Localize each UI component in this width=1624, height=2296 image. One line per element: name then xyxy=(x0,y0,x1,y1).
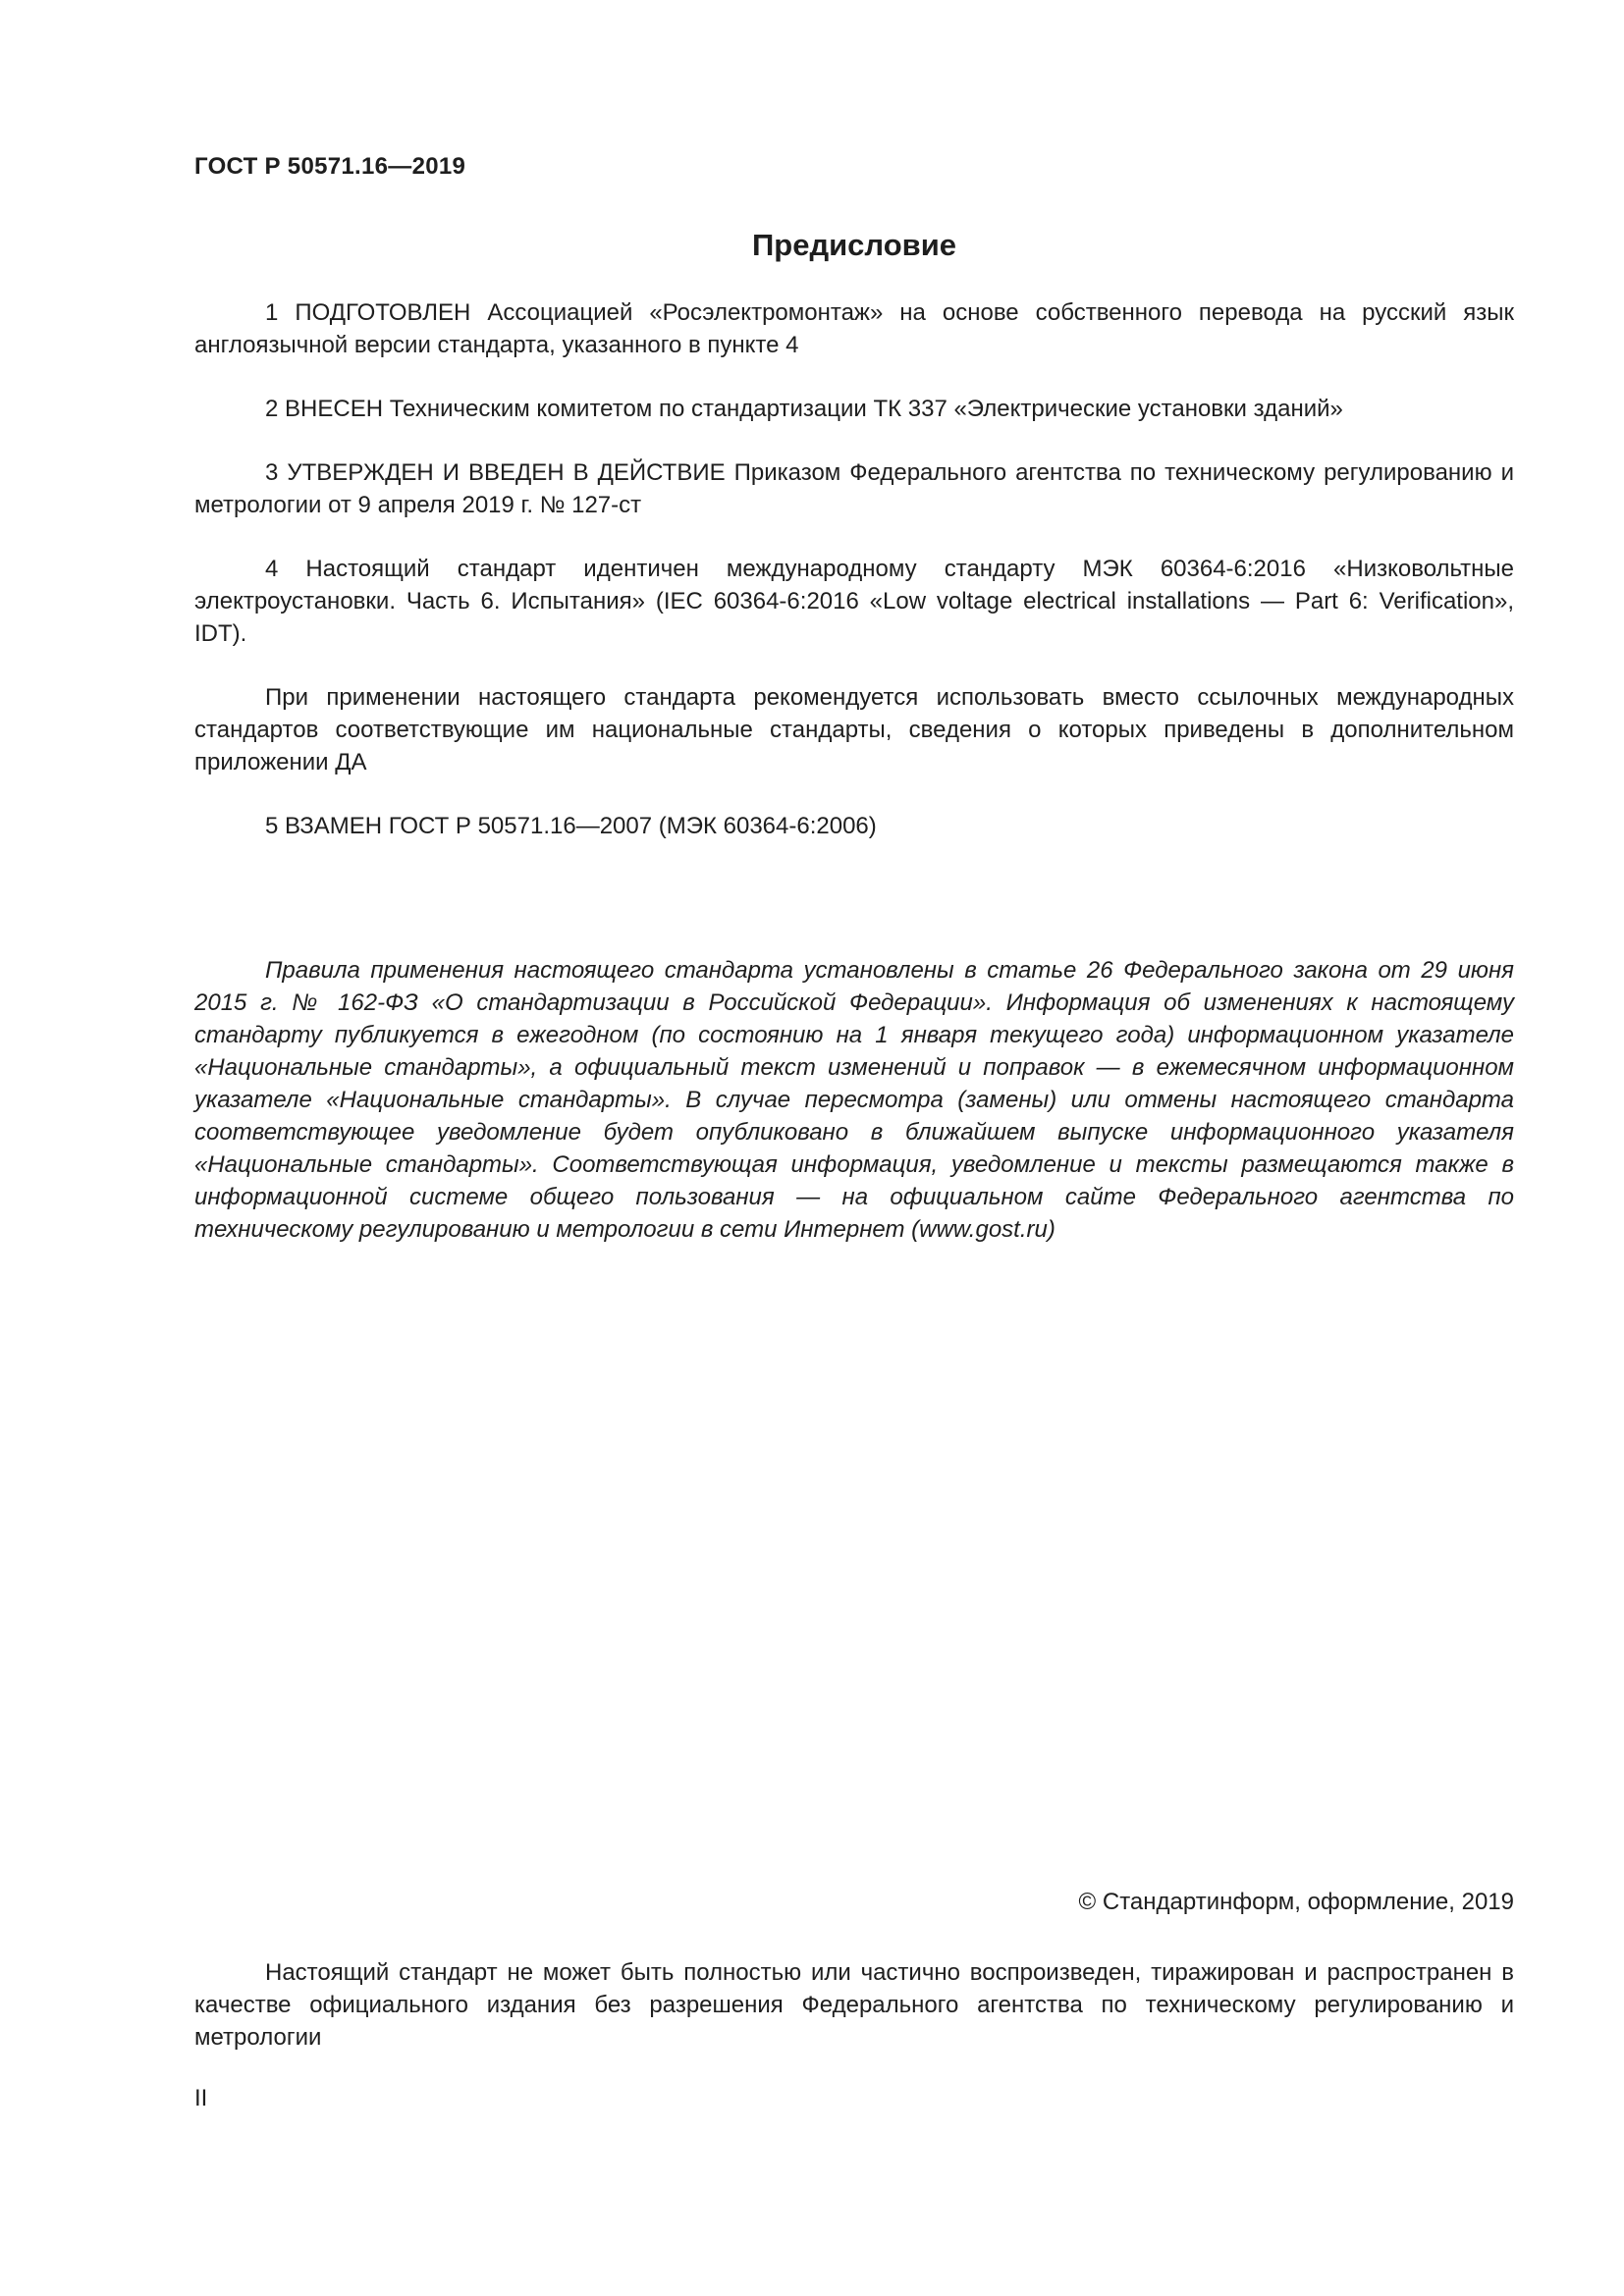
paragraph-application-note: При применении настоящего стандарта рекомендуется использовать вместо ссылочных международных стандартов соответствующие им национальные стандарты, сведения о которых приведены в дополнительном приложении ДА xyxy=(194,684,1514,775)
paragraph-introduced-by: 2 ВНЕСЕН Техническим комитетом по стандартизации ТК 337 «Электрические установки зданий» xyxy=(265,396,1343,422)
paragraph-replaces: 5 ВЗАМЕН ГОСТ Р 50571.16—2007 (МЭК 60364-6:2006) xyxy=(265,813,877,839)
paragraph-prepared-by: 1 ПОДГОТОВЛЕН Ассоциацией «Росэлектромонтаж» на основе собственного перевода на русский язык англоязычной версии стандарта, указанного в пункте 4 xyxy=(194,299,1514,358)
paragraph-identical-standard: 4 Настоящий стандарт идентичен международному стандарту МЭК 60364-6:2016 «Низковольтные электроустановки. Часть 6. Испытания» (IEC 60364-6:2016 «Low voltage electrical installations — Part 6: Verification», IDT). xyxy=(194,556,1514,647)
page-title: Предисловие xyxy=(751,228,956,262)
application-rules-notice: Правила применения настоящего стандарта установлены в статье 26 Федерального закона от 29 июня 2015 г. № 162-ФЗ «О стандартизации в Российской Федерации». Информация об изменениях к настоящему стандарту публикуется в ежегодном (по состоянию на 1 января текущего года) информационном указателе «Национальные стандарты», а официальный текст изменений и поправок — в ежемесячном информационном указателе «Национальные стандарты». В случае пересмотра (замены) или отмены настоящего стандарта соответствующее уведомление будет опубликовано в ближайшем выпуске информационного указателя «Национальные стандарты». Соответствующая информация, уведомление и тексты размещаются также в информационной системе общего пользования — на официальном сайте Федерального агентства по техническому регулированию и метрологии в сети Интернет (www.gost.ru) xyxy=(194,957,1514,1243)
document-code-header: ГОСТ Р 50571.16—2019 xyxy=(194,153,466,180)
foreword-body xyxy=(194,296,1514,874)
page-number: II xyxy=(194,2085,208,2111)
paragraph-approved: 3 УТВЕРЖДЕН И ВВЕДЕН В ДЕЙСТВИЕ Приказом Федерального агентства по техническому регулированию и метрологии от 9 апреля 2019 г. № 127-ст xyxy=(194,459,1514,518)
copyright-line: © Стандартинформ, оформление, 2019 xyxy=(1078,1889,1514,1915)
reproduction-notice: Настоящий стандарт не может быть полностью или частично воспроизведен, тиражирован и распространен в качестве официального издания без разрешения Федерального агентства по техническому регулированию и метрологии xyxy=(194,1959,1514,2051)
